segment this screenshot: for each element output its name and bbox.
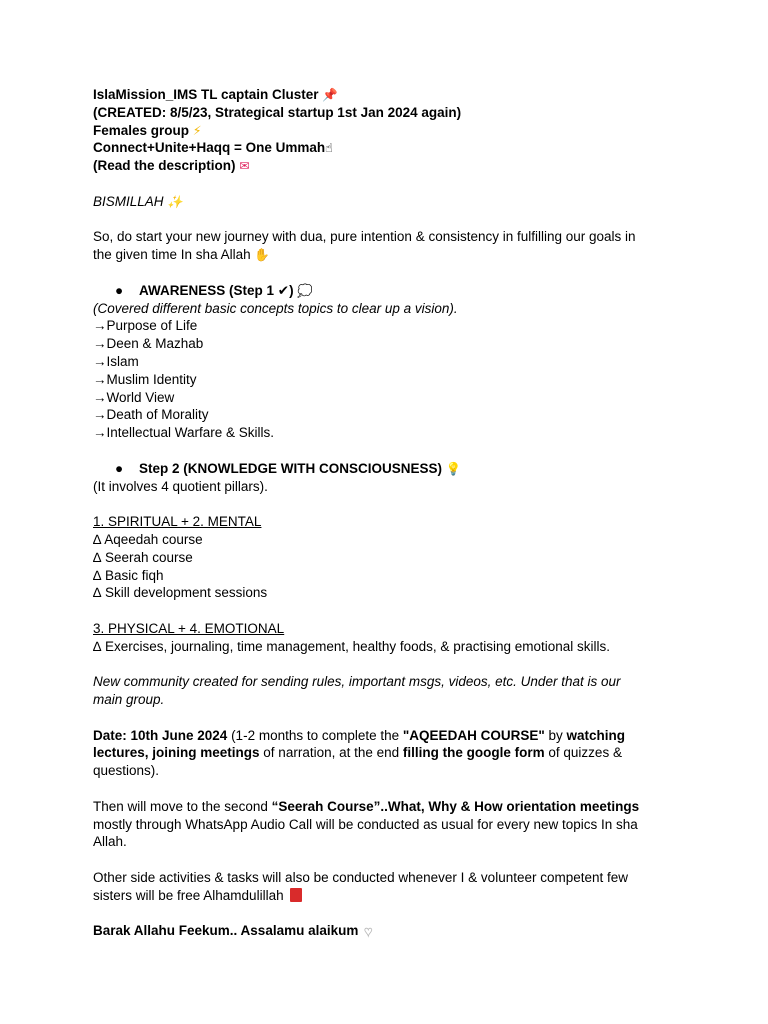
step2-heading: [93, 460, 683, 478]
group-label: Females group: [93, 122, 190, 138]
community-line-1: New community created for sending rules, important msgs, videos, etc. Under that is our: [93, 674, 621, 690]
palms-up-icon: ✋: [254, 247, 270, 263]
list-item: ∆ Exercises, journaling, time management, healthy foods, & practising emotional skills.: [93, 638, 611, 654]
seerah-paragraph-line-1: [93, 798, 683, 816]
list-item: →Death of Morality: [93, 407, 209, 423]
list-item: ∆ Seerah course: [93, 549, 193, 565]
seerah-course-text: “Seerah Course”..What, Why & How orientation meetings: [271, 798, 640, 814]
seerah-paragraph-line-3: Allah.: [93, 834, 127, 850]
intro-line-2-text: the given time In sha Allah: [93, 247, 251, 263]
read-description-text: (Read the description): [93, 158, 236, 174]
list-item: ∆ Aqeedah course: [93, 531, 203, 547]
paragraph-text: Then will move to the second: [93, 798, 272, 814]
list-item: →World View: [93, 389, 175, 405]
created-line: (CREATED: 8/5/23, Strategical startup 1st Jan 2024 again): [93, 104, 462, 120]
bismillah-line: [93, 193, 683, 211]
sparkles-icon: ✨: [167, 193, 183, 209]
closing-line: [93, 922, 683, 941]
doc-title-line: [93, 86, 683, 104]
lightning-icon: ⚡: [192, 122, 202, 138]
list-item: ∆ Basic fiqh: [93, 567, 164, 583]
other-paragraph-line-1: Other side activities & tasks will also be conducted whenever I & volunteer competent few: [93, 870, 629, 886]
step2-heading-text: Step 2 (KNOWLEDGE WITH CONSCIOUSNESS): [139, 460, 443, 476]
white-heart-icon: ♥: [364, 923, 373, 940]
paragraph-text: lectures, joining meetings: [93, 745, 260, 761]
pushpin-icon: 📌: [322, 87, 338, 102]
list-item: →Muslim Identity: [93, 371, 197, 387]
paragraph-text: (1-2 months to complete the: [227, 727, 403, 743]
read-description-line: [93, 157, 683, 175]
bullet-dot: ●: [115, 460, 124, 476]
motto-text: Connect+Unite+Haqq = One Ummah: [93, 140, 326, 156]
paragraph-text: filling the google form: [402, 745, 545, 761]
bullet-dot: ●: [115, 282, 124, 298]
pointing-up-icon: ☝: [325, 140, 333, 156]
motto-line: [93, 139, 683, 157]
step2-note: (It involves 4 quotient pillars).: [93, 478, 268, 494]
document-content: [93, 86, 683, 941]
step1-heading: [93, 282, 683, 300]
seerah-paragraph-line-2: mostly through WhatsApp Audio Call will be conducted as usual for every new topics In sha: [93, 816, 638, 832]
intro-line-2: [93, 246, 683, 264]
paragraph-text: by: [544, 727, 567, 743]
paragraph-text: of quizzes &: [544, 745, 622, 761]
step1-note: (Covered different basic concepts topics to clear up a vision).: [93, 300, 458, 316]
light-bulb-icon: 💡: [445, 460, 462, 476]
paragraph-text: watching: [566, 727, 626, 743]
date-paragraph-line-1: [93, 727, 683, 745]
paragraph-text: sisters will be free Alhamdulillah: [93, 887, 284, 903]
bismillah-text: BISMILLAH: [93, 193, 164, 209]
aqeedah-course-text: "AQEEDAH COURSE": [402, 727, 545, 743]
closing-text: Barak Allahu Feekum.. Assalamu alaikum: [93, 923, 359, 939]
list-item: →Intellectual Warfare & Skills.: [93, 425, 275, 441]
list-item: →Purpose of Life: [93, 318, 198, 334]
date-paragraph-line-2: [93, 744, 683, 762]
closed-book-icon: [290, 888, 302, 902]
list-item: →Deen & Mazhab: [93, 336, 204, 352]
intro-line-1: So, do start your new journey with dua, pure intention & consistency in fulfilling our goals in: [93, 229, 636, 245]
pillar2-title: 3. PHYSICAL + 4. EMOTIONAL: [93, 620, 285, 636]
list-item: ∆ Skill development sessions: [93, 585, 268, 601]
paragraph-text: of narration, at the end: [259, 745, 403, 761]
community-line-2: main group.: [93, 692, 165, 708]
doc-title: IslaMission_IMS TL captain Cluster: [93, 87, 319, 102]
pillar1-title: 1. SPIRITUAL + 2. MENTAL: [93, 514, 262, 530]
date-paragraph-line-3: questions).: [93, 763, 160, 779]
other-paragraph-line-2: [93, 887, 683, 905]
love-letter-icon: ✉: [239, 158, 250, 174]
step1-heading-text: AWARENESS (Step 1 ✔): [139, 282, 294, 298]
thought-bubble-icon: 💭: [297, 282, 313, 298]
group-line: [93, 122, 683, 140]
list-item: →Islam: [93, 353, 139, 369]
date-text: Date: 10th June 2024: [93, 727, 228, 743]
